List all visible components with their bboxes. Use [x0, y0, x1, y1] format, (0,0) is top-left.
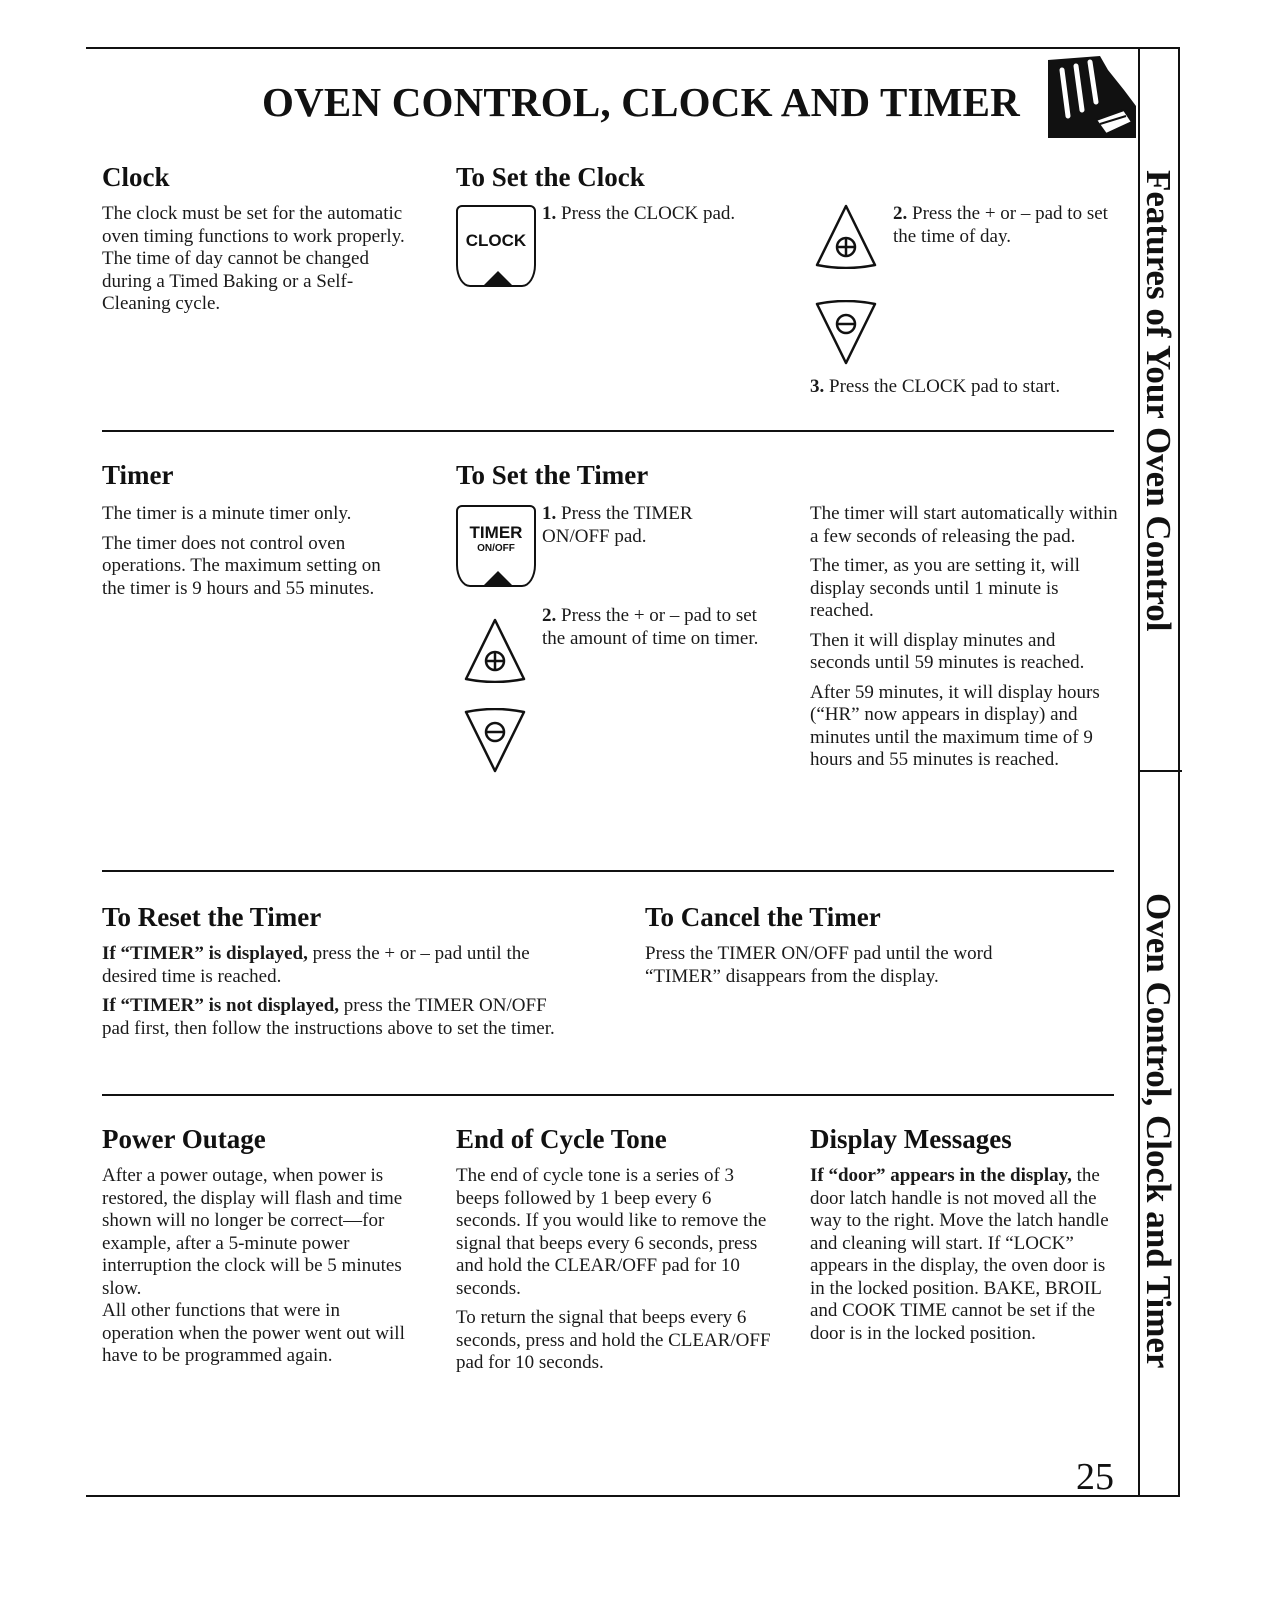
clock-pad[interactable] — [456, 205, 536, 287]
step-number: 1. — [542, 503, 557, 524]
power-outage-description — [102, 1165, 414, 1368]
end-of-cycle-tone-description — [456, 1165, 774, 1382]
display-messages-heading: Display Messages — [810, 1124, 1012, 1154]
side-tab-divider — [1138, 770, 1182, 772]
display-messages-condition: If “door” appears in the display, — [810, 1165, 1072, 1186]
display-messages-description — [810, 1165, 1122, 1352]
set-timer-step-2 — [542, 605, 772, 650]
timer-notes — [810, 503, 1120, 779]
timer-note: After 59 minutes, it will display hours (“HR” now appears in display) and minutes until the maximum time of 9 hours and 55 minutes is reached. — [810, 681, 1100, 770]
timer-description — [102, 503, 407, 607]
page-number: 25 — [1076, 1456, 1114, 1498]
display-messages-text: the door latch handle is not moved all the way to the right. Move the latch handle and cleaning will start. If “LOCK” appears in the display, the oven door is in the locked position. BAKE, BROIL and COOK TIME cannot be set if the door is in the locked position. — [810, 1165, 1109, 1344]
minus-pad-icon[interactable] — [814, 300, 878, 366]
power-outage-text-1: After a power outage, when power is restored, the display will flash and time shown will no longer be correct—for example, after a 5-minute power interruption the clock will be 5 minutes slow. — [102, 1165, 403, 1299]
section-divider — [102, 430, 1114, 432]
set-clock-heading: To Set the Clock — [456, 162, 645, 192]
step-text: Press the + or – pad to set the amount of time on timer. — [542, 605, 759, 649]
top-rule — [86, 47, 1180, 49]
reset-timer-description — [102, 943, 572, 1047]
set-timer-step-1 — [542, 503, 742, 548]
timer-text-1: The timer is a minute timer only. — [102, 503, 352, 524]
cancel-timer-heading: To Cancel the Timer — [645, 902, 881, 932]
step-text: Press the CLOCK pad. — [561, 203, 736, 224]
power-outage-heading: Power Outage — [102, 1124, 266, 1154]
reset-timer-condition-2: If “TIMER” is not displayed, — [102, 995, 340, 1016]
end-of-cycle-tone-heading: End of Cycle Tone — [456, 1124, 667, 1154]
timer-note: The timer, as you are setting it, will display seconds until 1 minute is reached. — [810, 555, 1080, 621]
timer-note: Then it will display minutes and seconds until 59 minutes is reached. — [810, 629, 1085, 673]
set-clock-step-2 — [893, 203, 1118, 248]
arrow-up-icon — [484, 271, 512, 285]
reset-timer-text-1: press the + or – pad until the desired time is reached. — [102, 943, 530, 987]
set-timer-heading: To Set the Timer — [456, 460, 649, 490]
timer-pad-label: TIMER — [469, 523, 523, 542]
power-outage-text-2: All other functions that were in operation when the power went out will have to be programmed again. — [102, 1300, 405, 1366]
cancel-timer-text: Press the TIMER ON/OFF pad until the word “TIMER” disappears from the display. — [645, 943, 993, 987]
cancel-timer-description — [645, 943, 1065, 988]
plus-pad-icon[interactable] — [463, 617, 527, 683]
set-clock-step-3 — [810, 376, 1120, 399]
hand-pointer-icon — [1040, 50, 1138, 140]
clock-description — [102, 203, 412, 316]
end-tone-text-1: The end of cycle tone is a series of 3 beeps followed by 1 beep every 6 seconds. If you would like to remove the signal that beeps every 6 seconds, press and hold the CLEAR/OFF pad for 10 seconds. — [456, 1165, 767, 1299]
bottom-rule — [86, 1495, 1180, 1497]
step-text: Press the TIMER ON/OFF pad. — [542, 503, 693, 547]
timer-on-off-pad[interactable] — [456, 505, 536, 587]
step-number: 2. — [893, 203, 908, 224]
timer-heading: Timer — [102, 460, 174, 490]
section-divider — [102, 870, 1114, 872]
side-tab-top-label: Features of Your Oven Control — [1139, 170, 1178, 632]
page-title: OVEN CONTROL, CLOCK AND TIMER — [262, 79, 1020, 125]
set-clock-step-1 — [542, 203, 782, 226]
timer-note: The timer will start automatically within a few seconds of releasing the pad. — [810, 503, 1118, 547]
arrow-up-icon — [484, 571, 512, 585]
step-number: 3. — [810, 376, 825, 397]
side-tab-bottom-label: Oven Control, Clock and Timer — [1139, 893, 1178, 1369]
step-text: Press the + or – pad to set the time of day. — [893, 203, 1108, 247]
reset-timer-condition-1: If “TIMER” is displayed, — [102, 943, 308, 964]
clock-text: The clock must be set for the automatic oven timing functions to work properly. The time of day cannot be changed during a Timed Baking or a Self-Cleaning cycle. — [102, 203, 405, 314]
clock-heading: Clock — [102, 162, 170, 192]
reset-timer-text-2: press the TIMER ON/OFF pad first, then follow the instructions above to set the timer. — [102, 995, 555, 1039]
clock-pad-label: CLOCK — [465, 231, 527, 250]
step-number: 1. — [542, 203, 557, 224]
step-number: 2. — [542, 605, 557, 626]
end-tone-text-2: To return the signal that beeps every 6 seconds, press and hold the CLEAR/OFF pad for 10 seconds. — [456, 1307, 771, 1373]
timer-pad-sublabel: ON/OFF — [477, 543, 515, 554]
timer-text-2: The timer does not control oven operations. The maximum setting on the timer is 9 hours and 55 minutes. — [102, 532, 381, 599]
plus-pad-icon[interactable] — [814, 203, 878, 269]
reset-timer-heading: To Reset the Timer — [102, 902, 322, 932]
step-text: Press the CLOCK pad to start. — [829, 376, 1061, 397]
section-divider — [102, 1094, 1114, 1096]
minus-pad-icon[interactable] — [463, 708, 527, 774]
